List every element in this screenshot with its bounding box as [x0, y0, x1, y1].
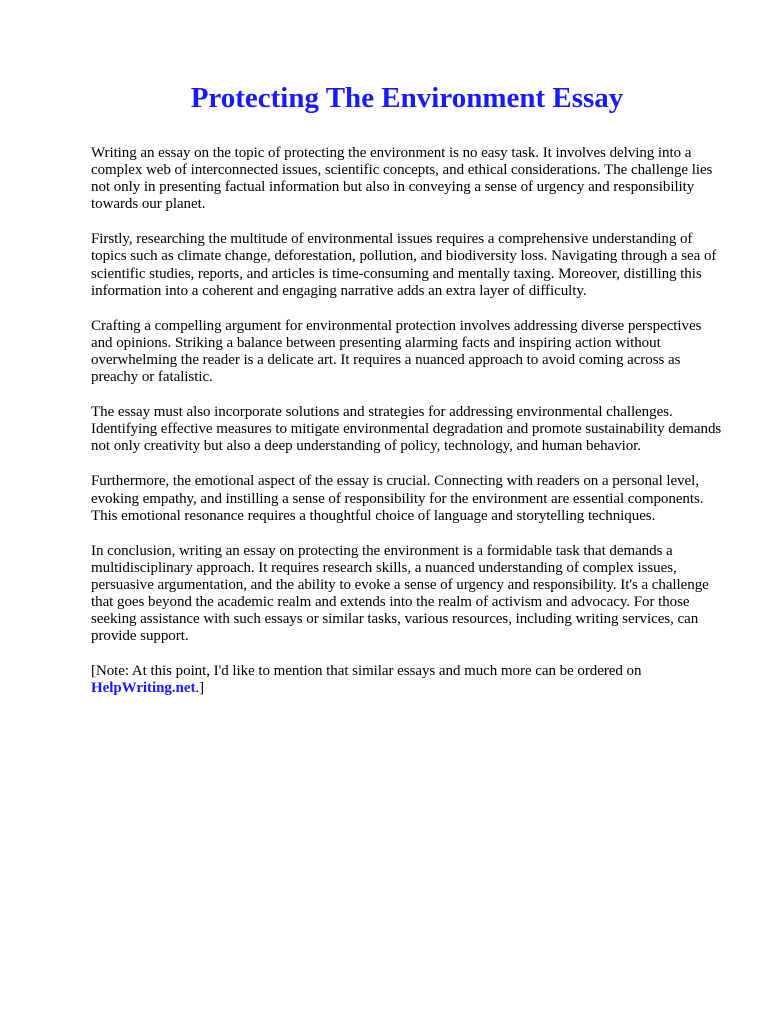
- helpwriting-link[interactable]: HelpWriting.net: [91, 680, 196, 697]
- paragraph-emotional: Furthermore, the emotional aspect of the essay is crucial. Connecting with readers on a personal level, evoking empathy, and instilling a sense of responsibility for the environment are essential components. This emotional resonance requires a thoughtful choice of language and storytelling techniques.: [91, 473, 704, 524]
- note-suffix: .]: [195, 680, 205, 697]
- essay-body: [91, 145, 723, 715]
- note-paragraph: [91, 663, 723, 697]
- paragraph-argument: Crafting a compelling argument for environmental protection involves addressing diverse perspectives and opinions. Striking a balance between presenting alarming facts and inspiring action without overwhelming the reader is a delicate art. It requires a nuanced approach to avoid coming across as preachy or fatalistic.: [91, 317, 702, 386]
- paragraph-intro: Writing an essay on the topic of protecting the environment is no easy task. It involves delving into a complex web of interconnected issues, scientific concepts, and ethical considerations. The challenge lies not only in presenting factual information but also in conveying a sense of urgency and responsibility towards our planet.: [91, 145, 713, 213]
- paragraph-solutions: The essay must also incorporate solutions and strategies for addressing environmental challenges. Identifying effective measures to mitigate environmental degradation and promote sustainability demands not only creativity but also a deep understanding of policy, technology, and human behavior.: [91, 404, 722, 455]
- document-title: Protecting The Environment Essay: [190, 82, 624, 114]
- paragraph-research: Firstly, researching the multitude of environmental issues requires a comprehensive understanding of topics such as climate change, deforestation, pollution, and biodiversity loss. Navigating through a sea of scientific studies, reports, and articles is time-consuming and mentally taxing. Moreover, distilling this information into a coherent and engaging narrative adds an extra layer of difficulty.: [91, 231, 717, 299]
- note-prefix: [Note: At this point, I'd like to mention that similar essays and much more can be ordered on: [91, 663, 642, 680]
- paragraph-conclusion: In conclusion, writing an essay on protecting the environment is a formidable task that demands a multidisciplinary approach. It requires research skills, a nuanced understanding of complex issues, persuasive argumentation, and the ability to evoke a sense of urgency and responsibility. It's a challenge that goes beyond the academic realm and extends into the realm of activism and advocacy. For those seeking assistance with such essays or similar tasks, various resources, including writing services, can provide support.: [91, 542, 709, 645]
